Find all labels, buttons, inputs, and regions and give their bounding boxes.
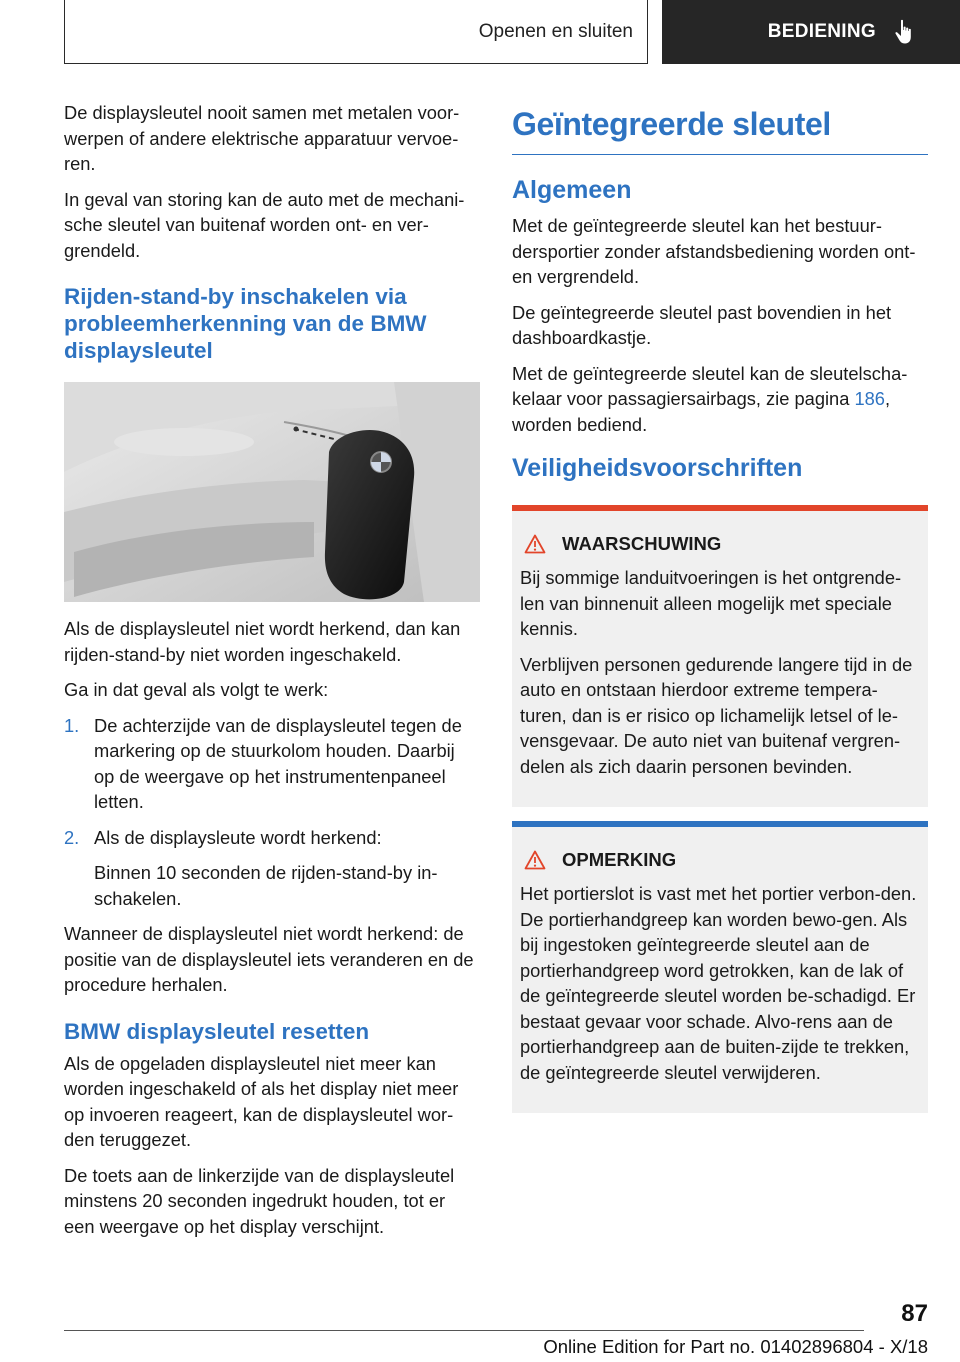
steering-column-illustration [64, 382, 480, 602]
step-text: Als de displaysleute wordt herkend: [94, 826, 382, 848]
step-text: De achterzijde van de displaysleutel tegen de markering op de stuurkolom houden. Daarbij op de weergave op het instrumentenpaneel letten. [94, 714, 462, 812]
note-triangle-icon [524, 850, 546, 870]
airbag-switch-text: Met de geïntegreerde sleutel kan de sleutelscha-kelaar voor passagiersairbags, zie pagina [512, 362, 908, 409]
warning-paragraph-2: Verblijven personen gedurende langere tijd in de auto en ontstaan hierdoor extreme tempera-turen, dan is er risico op lichamelijk letsel of le-vensgevaar. De auto niet van buitenaf vergren-delen als zich daarin personen bevinden. [520, 653, 913, 777]
step-number: 2. [64, 826, 80, 848]
paragraph-airbag-switch [512, 361, 928, 438]
procedure-steps [64, 713, 480, 912]
heading-general: Algemeen [512, 176, 632, 204]
header-chapter-title[interactable]: BEDIENING [767, 21, 876, 42]
footer-divider [64, 1330, 864, 1331]
list-item [64, 825, 480, 912]
warning-box [512, 505, 928, 807]
paragraph-procedure-intro: Ga in dat geval als volgt te werk: [64, 679, 329, 700]
header-section-title[interactable]: Openen en sluiten [478, 20, 633, 42]
warning-title-text: WAARSCHUWING [562, 533, 722, 554]
warning-paragraph-1: Bij sommige landuitvoeringen is het ontgrende-len van binnenuit alleen mogelijk met speciale kennis. [520, 567, 902, 639]
airbag-switch-text-end: , worden bediend. [512, 388, 891, 435]
paragraph-reset-condition: Als de opgeladen displaysleutel niet meer kan worden ingeschakeld of als het display niet meer op invoeren reageert, kan de displaysleutel wor-den teruggezet. [64, 1052, 459, 1150]
step-subtext: Binnen 10 seconden de rijden-stand-by in-schakelen. [94, 862, 438, 909]
paragraph-reset-procedure: De toets aan de linkerzijde van de displaysleutel minstens 20 seconden ingedrukt houden, tot er een weergave op het display verschijnt. [64, 1164, 455, 1237]
warning-title [520, 533, 920, 555]
page-title: Geïntegreerde sleutel [512, 100, 928, 155]
left-column [64, 100, 480, 1249]
header-section [64, 0, 648, 64]
note-box [512, 821, 928, 1113]
paragraph-integrated-key-door: Met de geïntegreerde sleutel kan het bestuur-dersportier zonder afstandsbediening worden ont- en vergrendeld. [512, 215, 916, 287]
warning-triangle-icon [524, 534, 546, 554]
page-number: 87 [901, 1300, 928, 1327]
heading-safety: Veiligheidsvoorschriften [512, 454, 803, 482]
paragraph-transport-warning: De displaysleutel nooit samen met metalen voor-werpen of andere elektrische apparatuur vervoe-ren. [64, 102, 460, 174]
pointing-hand-icon [894, 19, 916, 45]
note-paragraph: Het portierslot is vast met het portier verbon-den. De portierhandgreep kan worden bewo-gen. Als bij ingestoken geïntegreerde sleutel aan de portierhandgreep word getrokken, kan de lak of de geïntegreerde sleutel worden be-schadigd. Er bestaat gevaar voor schade. Alvo-rens aan de portierhandgreep aan de buiten-zijde te trekken, de geïntegreerde sleutel verwijderen. [520, 883, 917, 1083]
paragraph-glovebox: De geïntegreerde sleutel past bovendien in het dashboardkastje. [512, 301, 892, 348]
page-link-186[interactable]: 186 [854, 388, 885, 409]
right-column [512, 100, 928, 1127]
heading-standby-via-key: Rijden-stand-by inschakelen via probleemherkenning van de BMW displaysleutel [64, 284, 427, 363]
heading-reset-key: BMW displaysleutel resetten [64, 1018, 370, 1044]
paragraph-not-recognized: Als de displaysleutel niet wordt herkend, dan kan rijden-stand-by niet worden ingeschakeld. [64, 618, 461, 665]
list-item [64, 713, 480, 815]
paragraph-mechanical-key: In geval van storing kan de auto met de mechani-sche sleutel van buitenaf worden ont- en ver-grendeld. [64, 188, 465, 261]
footer-edition: Online Edition for Part no. 01402896804 - X/18 [543, 1336, 928, 1357]
display-key-photo [64, 382, 480, 602]
paragraph-retry: Wanneer de displaysleutel niet wordt herkend: de positie van de displaysleutel iets veranderen en de procedure herhalen. [64, 923, 474, 995]
header-chapter [662, 0, 960, 64]
note-title-text: OPMERKING [562, 849, 677, 870]
note-title [520, 849, 920, 871]
step-number: 1. [64, 714, 80, 736]
